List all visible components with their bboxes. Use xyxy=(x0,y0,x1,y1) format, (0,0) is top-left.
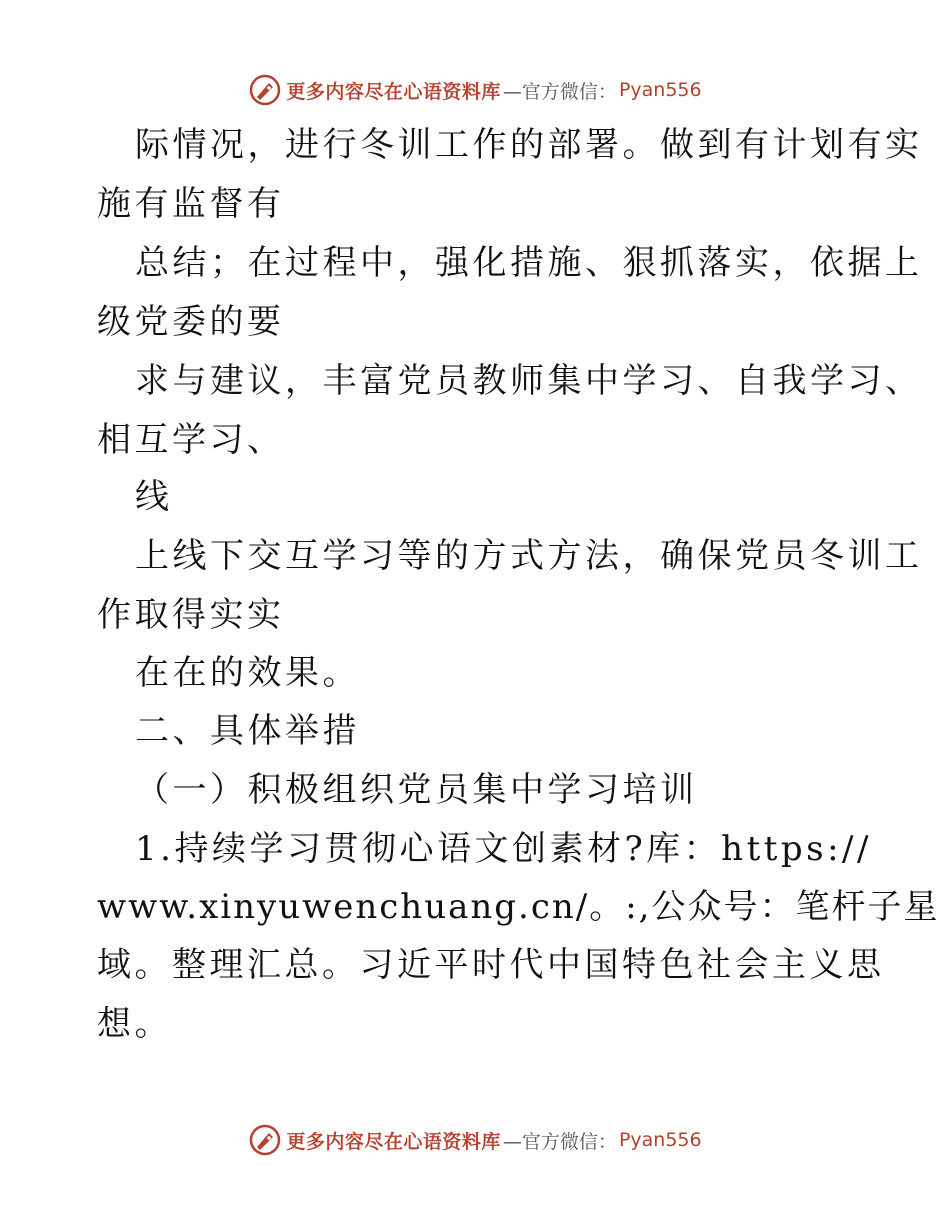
subsection-heading: （一）积极组织党员集中学习培训 xyxy=(135,770,698,810)
body-line: 总结；在过程中，强化措施、狠抓落实，依据上 xyxy=(135,243,923,283)
body-line: 在在的效果。 xyxy=(135,653,360,693)
pen-nib-circle-icon xyxy=(248,1123,282,1157)
body-line: www.xinyuwenchuang.cn/。:,公众号：笔杆子星 xyxy=(97,887,940,927)
banner-wechat-id: Pyan556 xyxy=(618,1129,702,1151)
body-line: 想。 xyxy=(97,1004,172,1044)
body-line: 施有监督有 xyxy=(97,184,285,224)
section-heading: 二、具体举措 xyxy=(135,711,360,751)
footer-banner xyxy=(0,1120,950,1160)
banner-brand-text: 更多内容尽在心语资料库 xyxy=(286,1130,501,1153)
body-line: 作取得实实 xyxy=(97,595,285,635)
body-line: 际情况，进行冬训工作的部署。做到有计划有实 xyxy=(135,125,923,165)
body-line: 1.持续学习贯彻心语文创素材?库：https:// xyxy=(135,829,872,869)
body-line: 级党委的要 xyxy=(97,302,285,342)
banner-separator-text: —官方微信： xyxy=(502,80,617,103)
body-line: 上线下交互学习等的方式方法，确保党员冬训工 xyxy=(135,536,923,576)
body-line: 求与建议，丰富党员教师集中学习、自我学习、 xyxy=(135,361,923,401)
body-line: 线 xyxy=(135,477,173,517)
banner-separator-text: —官方微信： xyxy=(502,1130,617,1153)
body-line: 相互学习、 xyxy=(97,420,285,460)
banner-wechat-id: Pyan556 xyxy=(618,79,702,101)
banner-brand-text: 更多内容尽在心语资料库 xyxy=(286,80,501,103)
body-line: 域。整理汇总。习近平时代中国特色社会主义思 xyxy=(97,945,885,985)
